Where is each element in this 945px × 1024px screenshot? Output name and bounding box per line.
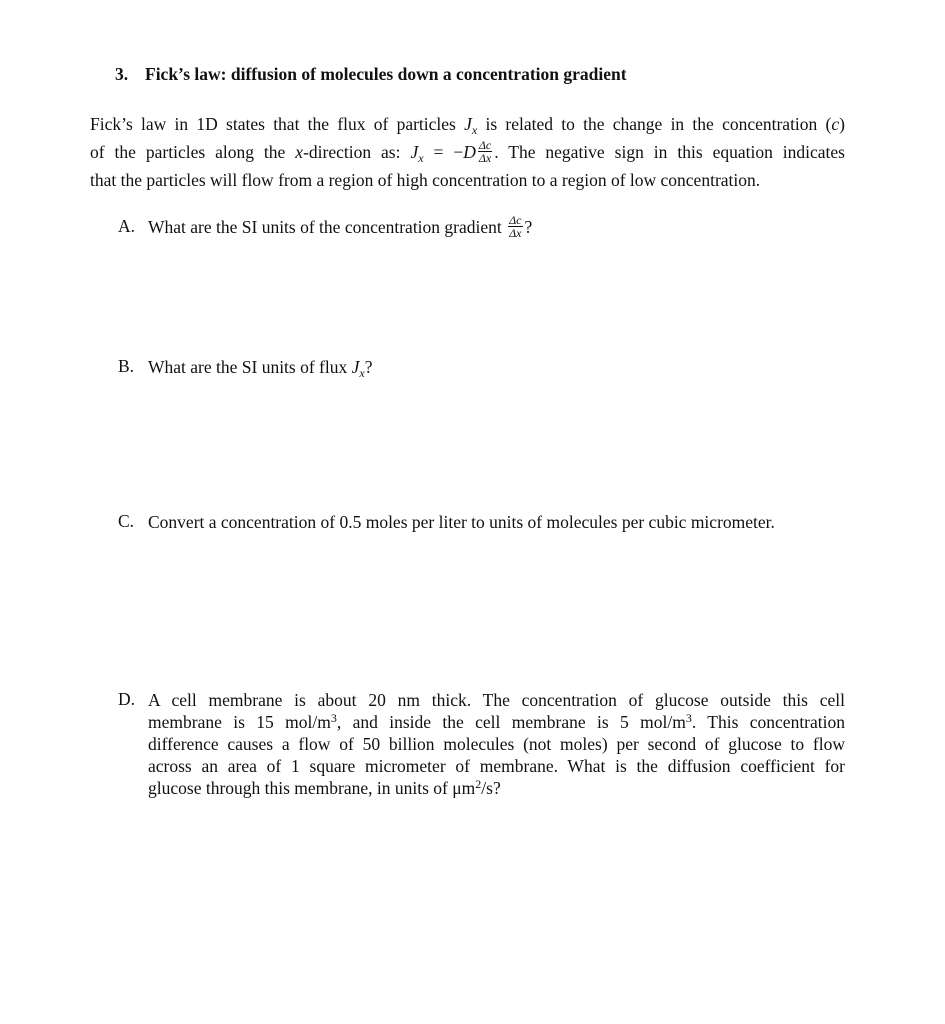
question-heading	[115, 64, 627, 85]
question-a-text	[148, 213, 845, 241]
question-b-label: B.	[118, 356, 135, 376]
fraction-numerator: Δc	[478, 138, 492, 153]
question-c-label: C.	[118, 511, 135, 531]
intro-text: -direction as:	[303, 142, 411, 162]
question-text: /s?	[481, 778, 501, 798]
equation-operator: = −	[423, 142, 464, 162]
intro-paragraph	[90, 110, 845, 194]
question-d-line-4: across an area of 1 square micrometer of membrane. What is the diffusion coefficient for	[148, 756, 845, 776]
concentration-symbol: c	[831, 114, 840, 134]
question-a-label: A.	[118, 216, 136, 236]
question-b	[118, 356, 845, 378]
question-d	[118, 689, 845, 799]
question-text: What are the SI units of flux	[148, 357, 352, 377]
intro-text: is related to the change in the concentration (	[477, 114, 832, 134]
gradient-fraction	[478, 139, 492, 164]
x-symbol: x	[295, 142, 304, 162]
question-d-line-5	[148, 777, 845, 799]
question-a	[118, 213, 845, 241]
question-text: membrane is 15 mol/m	[148, 712, 331, 732]
flux-symbol: J	[464, 114, 472, 134]
question-title: Fick’s law: diffusion of molecules down a concentration gradient	[145, 64, 627, 84]
intro-line-2	[90, 138, 845, 166]
question-d-line-1: A cell membrane is about 20 nm thick. The concentration of glucose outside this cell	[148, 690, 845, 710]
fraction-denominator: Δx	[509, 226, 522, 241]
flux-subscript: x	[359, 366, 365, 380]
flux-subscript: x	[418, 151, 424, 165]
intro-line-3: that the particles will flow from a region of high concentration to a region of low concentration.	[90, 170, 761, 191]
fraction-denominator: Δx	[478, 151, 492, 166]
intro-text: . The negative sign in this equation indicates	[494, 142, 845, 162]
question-c-text: Convert a concentration of 0.5 moles per liter to units of molecules per cubic micrometer.	[148, 512, 775, 532]
flux-subscript: x	[471, 123, 478, 137]
question-text: What are the SI units of the concentration gradient	[148, 217, 507, 237]
question-text: glucose through this membrane, in units of μm	[148, 778, 476, 798]
exponent: 2	[475, 777, 482, 791]
fraction-numerator: Δc	[509, 213, 522, 228]
question-b-text	[148, 356, 845, 378]
question-number: 3.	[115, 64, 129, 84]
gradient-fraction	[508, 214, 522, 239]
exponent: 3	[330, 711, 337, 725]
question-text: . This concentration	[691, 712, 846, 732]
question-text: , and inside the cell membrane is 5 mol/m	[336, 712, 686, 732]
flux-symbol: J	[410, 142, 419, 162]
question-mark: ?	[364, 357, 373, 377]
question-mark: ?	[524, 217, 533, 237]
question-d-line-3: difference causes a flow of 50 billion molecules (not moles) per second of glucose to flow	[148, 734, 845, 754]
question-c	[118, 511, 845, 533]
intro-text: Fick’s law in 1D states that the flux of particles	[90, 114, 465, 134]
intro-line-1	[90, 110, 845, 138]
question-d-label: D.	[118, 689, 136, 709]
diffusion-symbol: D	[463, 142, 476, 162]
intro-text: )	[839, 114, 845, 134]
exponent: 3	[685, 711, 692, 725]
intro-text: of the particles along the	[90, 142, 296, 162]
flux-symbol: J	[351, 357, 360, 377]
question-d-line-2	[148, 711, 845, 733]
